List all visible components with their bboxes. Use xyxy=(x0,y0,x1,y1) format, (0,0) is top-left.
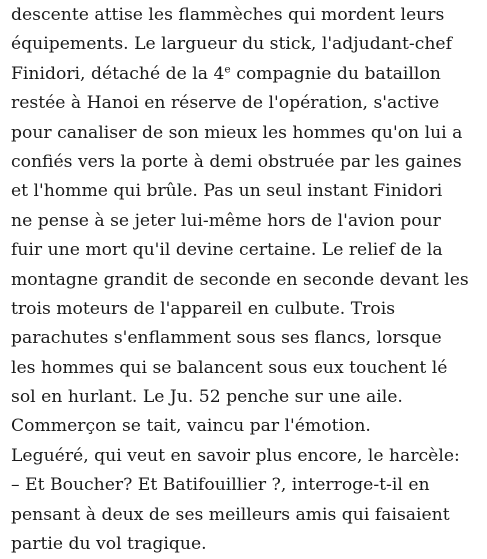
text-line: restée à Hanoi en réserve de l'opération, s'active xyxy=(11,93,440,114)
text-line: trois moteurs de l'appareil en culbute. Trois xyxy=(11,298,396,319)
text-line: sol en hurlant. Le Ju. 52 penche sur une aile. xyxy=(11,387,403,408)
text-line: parachutes s'enflamment sous ses flancs, lorsque xyxy=(11,328,442,349)
text-line: – Et Boucher? Et Batifouillier ?, interroge-t-il en xyxy=(11,475,430,496)
text-line: confiés vers la porte à demi obstruée par les gaines xyxy=(11,151,462,172)
text-line: et l'homme qui brûle. Pas un seul instant Finidori xyxy=(11,181,443,202)
ordinal-superscript: e xyxy=(224,62,231,76)
text-line: partie du vol tragique. xyxy=(11,534,207,555)
text-line: pour canaliser de son mieux les hommes qu'on lui a xyxy=(11,122,463,143)
text-line: Leguéré, qui veut en savoir plus encore, le harcèle: xyxy=(11,445,460,466)
text-line: montagne grandit de seconde en seconde devant les xyxy=(11,269,469,290)
text-line: équipements. Le largueur du stick, l'adjudant-chef xyxy=(11,34,452,55)
body-paragraph xyxy=(11,0,481,559)
text-line: descente attise les flammèches qui mordent leurs xyxy=(11,5,445,25)
text-line: Commerçon se tait, vaincu par l'émotion. xyxy=(11,416,371,437)
text-line: pensant à deux de ses meilleurs amis qui faisaient xyxy=(11,504,450,525)
text-line: les hommes qui se balancent sous eux touchent lé xyxy=(11,357,448,378)
text-line-end: compagnie du bataillon xyxy=(230,63,441,84)
text-line: ne pense à se jeter lui-même hors de l'avion pour xyxy=(11,210,441,231)
text-line-start: Finidori, détaché de la 4 xyxy=(11,63,225,84)
text-line: fuir une mort qu'il devine certaine. Le relief de la xyxy=(11,240,443,261)
text-line xyxy=(11,60,481,89)
